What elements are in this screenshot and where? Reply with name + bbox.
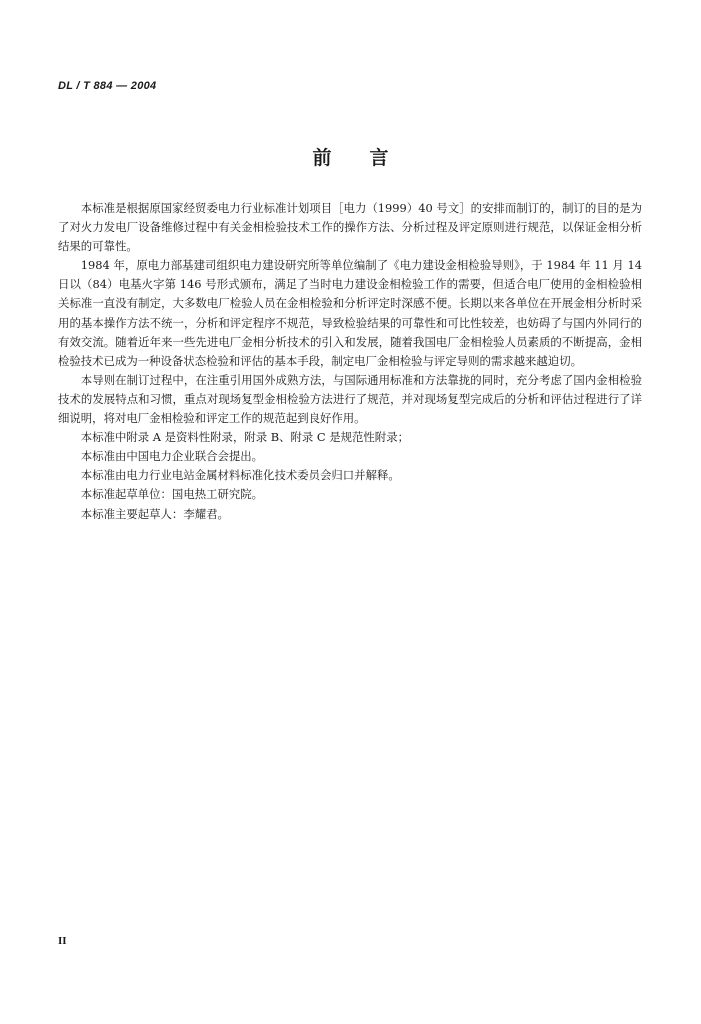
paragraph: 1984 年，原电力部基建司组织电力建设研究所等单位编制了《电力建设金相检验导则》，于 1984 年 11 月 14 日以（84）电基火字第 146 号形式颁布，满足了当时电力建设金相检验工作的需要，但适合电厂使用的金相检验相关标准一直没有制定，大多数电厂检验人员在金相检验和分析评定时深感不便。长期以来各单位在开展金相分析时采用的基本操作方法不统一，分析和评定程序不规范，导致检验结果的可靠性和可比性较差，也妨碍了与国内外同行的有效交流。随着近年来一些先进电厂金相分析技术的引入和发展，随着我国电厂金相检验人员素质的不断提高，金相检验技术已成为一种设备状态检验和评估的基本手段，制定电厂金相检验与评定导则的需求越来越迫切。 bbox=[58, 258, 642, 368]
page-number: II bbox=[58, 935, 67, 947]
page-title bbox=[0, 143, 701, 170]
paragraph: 本标准是根据原国家经贸委电力行业标准计划项目［电力（1999）40 号文］的安排而制订的，制订的目的是为了对火力发电厂设备维修过程中有关金相检验技术工作的操作方法、分析过程及评定原则进行规范，以保证金相分析结果的可靠性。 bbox=[58, 201, 642, 254]
paragraph: 本标准起草单位：国电热工研究院。 bbox=[80, 487, 264, 502]
paragraph: 本标准主要起草人：李耀君。 bbox=[80, 506, 229, 521]
foreword-body bbox=[58, 199, 642, 524]
paragraph: 本导则在制订过程中，在注重引用国外成熟方法，与国际通用标准和方法靠拢的同时，充分考虑了国内金相检验技术的发展特点和习惯，重点对现场复型金相检验方法进行了规范，并对现场复型完成后的分析和评估过程进行了详细说明，将对电厂金相检验和评定工作的规范起到良好作用。 bbox=[58, 372, 642, 426]
title-char-2: 言 bbox=[369, 147, 389, 169]
title-char-1: 前 bbox=[312, 147, 332, 169]
paragraph: 本标准中附录 A 是资料性附录，附录 B、附录 C 是规范性附录； bbox=[80, 430, 409, 445]
document-header: DL / T 884 — 2004 bbox=[58, 80, 157, 92]
paragraph: 本标准由电力行业电站金属材料标准化技术委员会归口并解释。 bbox=[80, 468, 400, 483]
paragraph: 本标准由中国电力企业联合会提出。 bbox=[80, 449, 264, 464]
